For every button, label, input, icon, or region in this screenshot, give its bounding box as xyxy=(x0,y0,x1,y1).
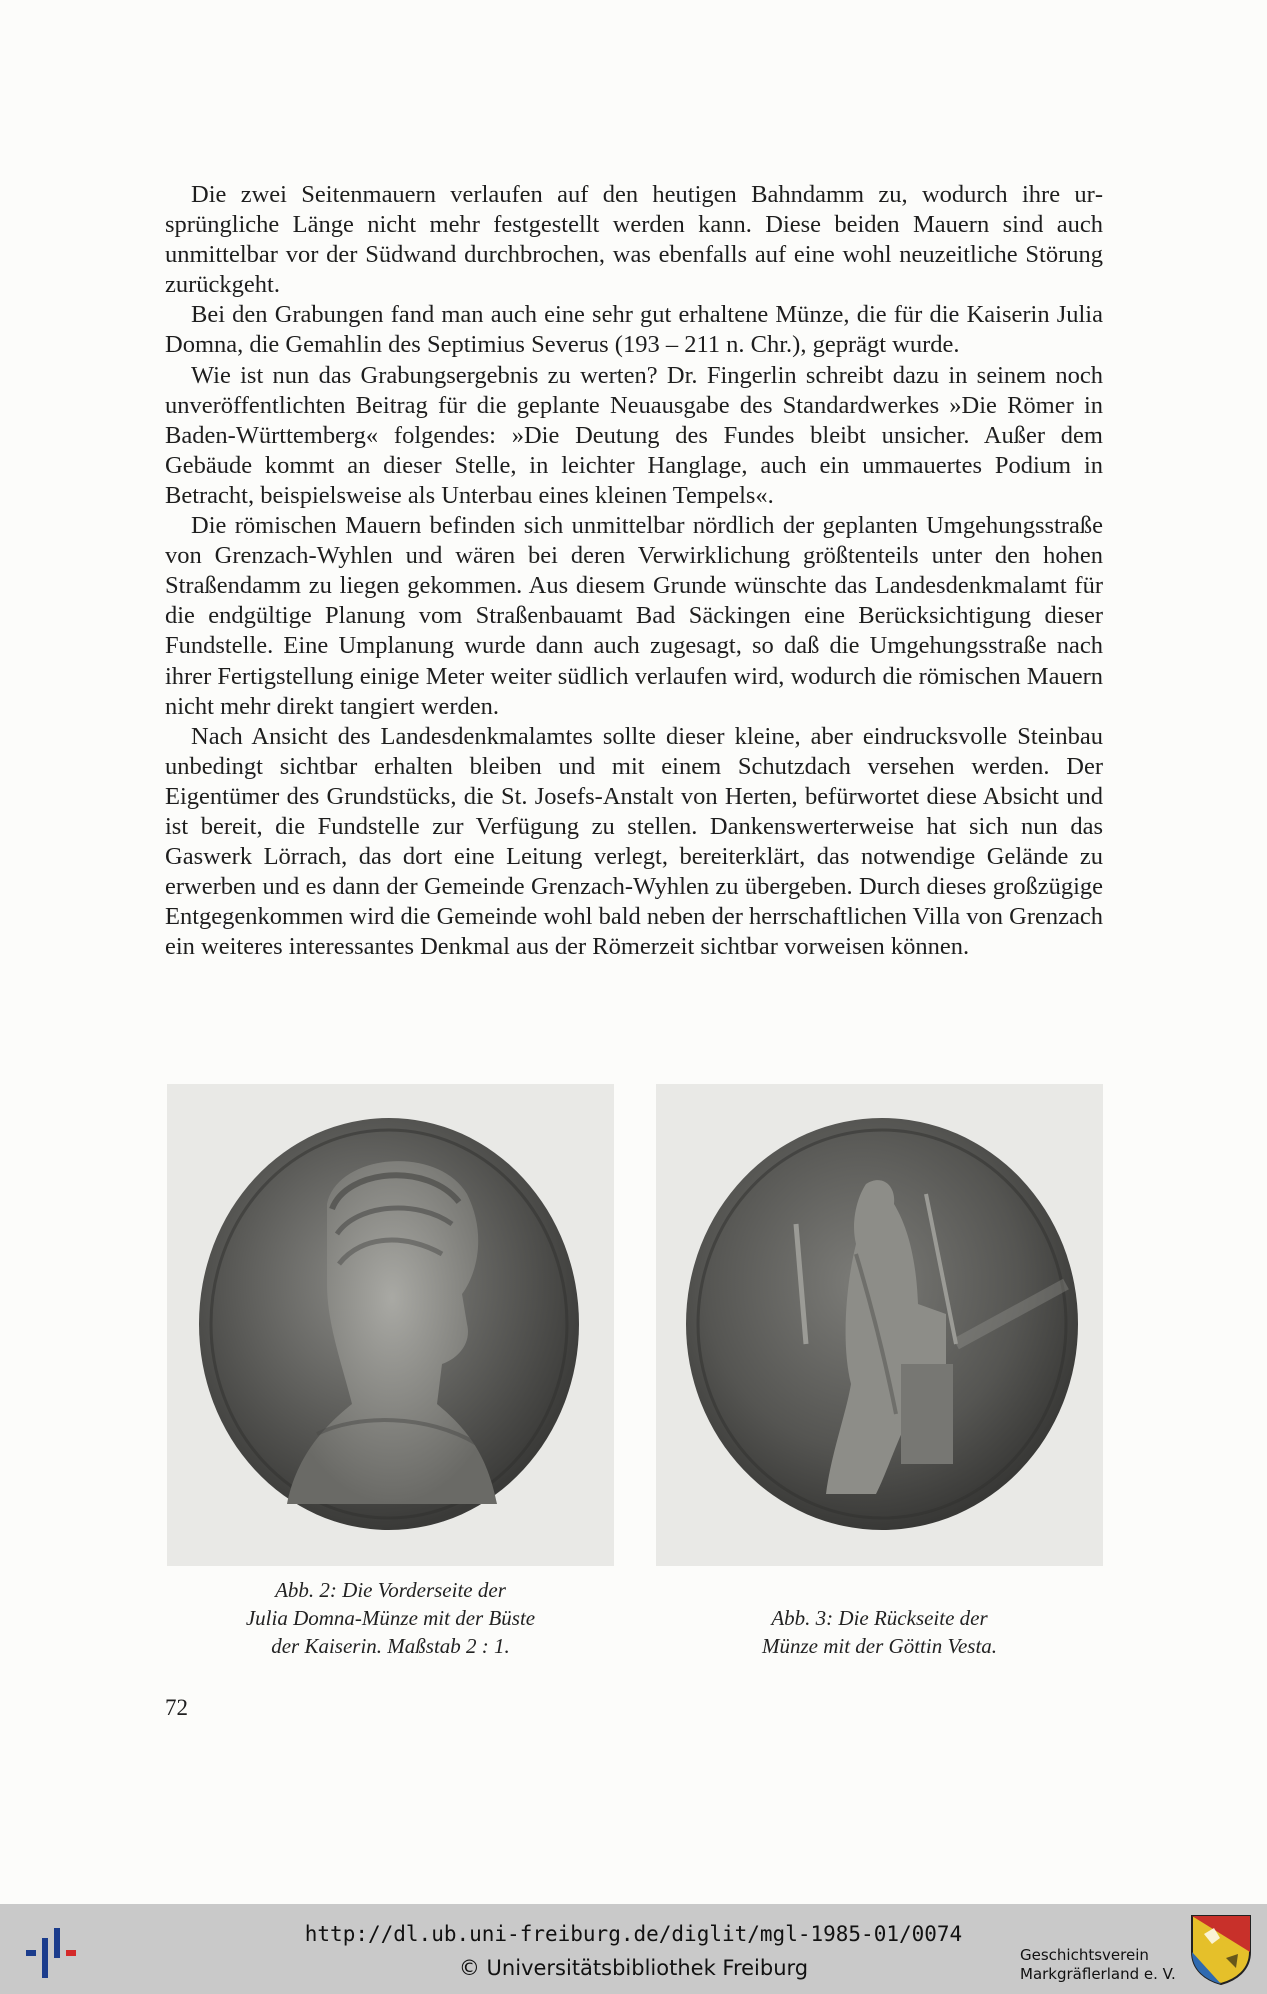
figure-caption-left xyxy=(167,1576,614,1660)
coin-obverse-photo xyxy=(167,1084,614,1566)
paragraph: Bei den Grabungen fand man auch eine sehr gut erhaltene Münze, die für die Kaiserin Julia Domna, die Gemahlin des Septimius Severus (193 – 211 n. Chr.), geprägt wurde. xyxy=(165,301,1103,359)
footer-bar xyxy=(0,1904,1267,1994)
paragraph: Die zwei Seitenmauern verlaufen auf den heutigen Bahndamm zu, wodurch ihre ursprüngliche Länge nicht mehr festgestellt werden kann. Diese beiden Mauern sind auch unmittelbar vor der Südwand durchbrochen, was ebenfalls auf eine wohl neuzeitliche Störung zurückgeht. xyxy=(165,181,1103,299)
body-text xyxy=(165,180,1103,962)
publisher-name xyxy=(1020,1946,1195,1984)
paragraph: Nach Ansicht des Landesdenkmalamtes sollte dieser kleine, aber eindrucksvolle Steinbau unbedingt sichtbar erhalten bleiben und mit einem Schutzdach versehen werden. Der Eigentümer des Grundstücks, die St. Josefs-Anstalt von Herten, befürwortet diese Absicht und ist bereit, die Fundstelle zur Verfügung zu stellen. Dankenswerterweise hat sich nun das Gaswerk Lörrach, das dort eine Leitung verlegt, bereiterklärt, das notwendige Gelände zu erwerben und es dann der Gemeinde Grenzach-Wyhlen zu übergeben. Durch dieses großzügige Entgegenkommen wird die Gemeinde wohl bald neben der herrschaftlichen Villa von Grenzach ein weiteres interessantes Denkmal aus der Römerzeit sichtbar vorweisen können. xyxy=(165,722,1103,961)
coat-of-arms-icon xyxy=(1190,1914,1252,1986)
caption-line: Julia Domna-Münze mit der Büste xyxy=(245,1606,536,1630)
caption-line: der Kaiserin. Maßstab 2 : 1. xyxy=(271,1634,510,1658)
paragraph: Wie ist nun das Grabungsergebnis zu werten? Dr. Fingerlin schreibt dazu in seinem noch unveröffentlichten Beitrag für die geplante Neuausgabe des Standardwerkes »Die Römer in Baden-Württemberg« folgendes: »Die Deutung des Fundes bleibt unsicher. Außer dem Gebäude kommt an dieser Stelle, in leichter Hanglage, auch ein ummauertes Podium in Betracht, beispielsweise als Unterbau eines kleinen Tempels«. xyxy=(165,361,1103,509)
page-number: 72 xyxy=(165,1695,188,1720)
paragraph: Die römischen Mauern befinden sich unmittelbar nördlich der geplanten Umgehungsstraße von Grenzach-Wyhlen und wären bei deren Verwirklichung größtenteils unter den hohen Straßendamm zu liegen gekommen. Aus diesem Grunde wünschte das Landesdenkmalamt für die endgültige Planung vom Straßenbauamt Bad Säckingen eine Berücksichtigung dieser Fundstelle. Eine Umplanung wurde dann auch zugesagt, so daß die Umgehungsstraße nach ihrer Fertigstellung einige Meter weiter südlich verlaufen wird, wodurch die römischen Mauern nicht mehr direkt tangiert werden. xyxy=(165,512,1103,720)
footer-copyright: © Universitätsbibliothek Freiburg xyxy=(458,1956,809,1980)
caption-line: Abb. 2: Die Vorderseite der xyxy=(275,1578,506,1602)
publisher-line: Markgräflerland e. V. xyxy=(1020,1965,1176,1983)
caption-line: Münze mit der Göttin Vesta. xyxy=(761,1634,998,1658)
publisher-line: Geschichtsverein xyxy=(1020,1946,1149,1964)
footer-url-link[interactable]: http://dl.ub.uni-freiburg.de/diglit/mgl-1985-01/0074 xyxy=(304,1922,963,1946)
coin-obverse-image xyxy=(167,1084,614,1566)
coin-reverse-image xyxy=(656,1084,1103,1566)
figure-caption-right xyxy=(656,1604,1103,1660)
caption-line: Abb. 3: Die Rückseite der xyxy=(771,1606,988,1630)
coin-reverse-photo xyxy=(656,1084,1103,1566)
